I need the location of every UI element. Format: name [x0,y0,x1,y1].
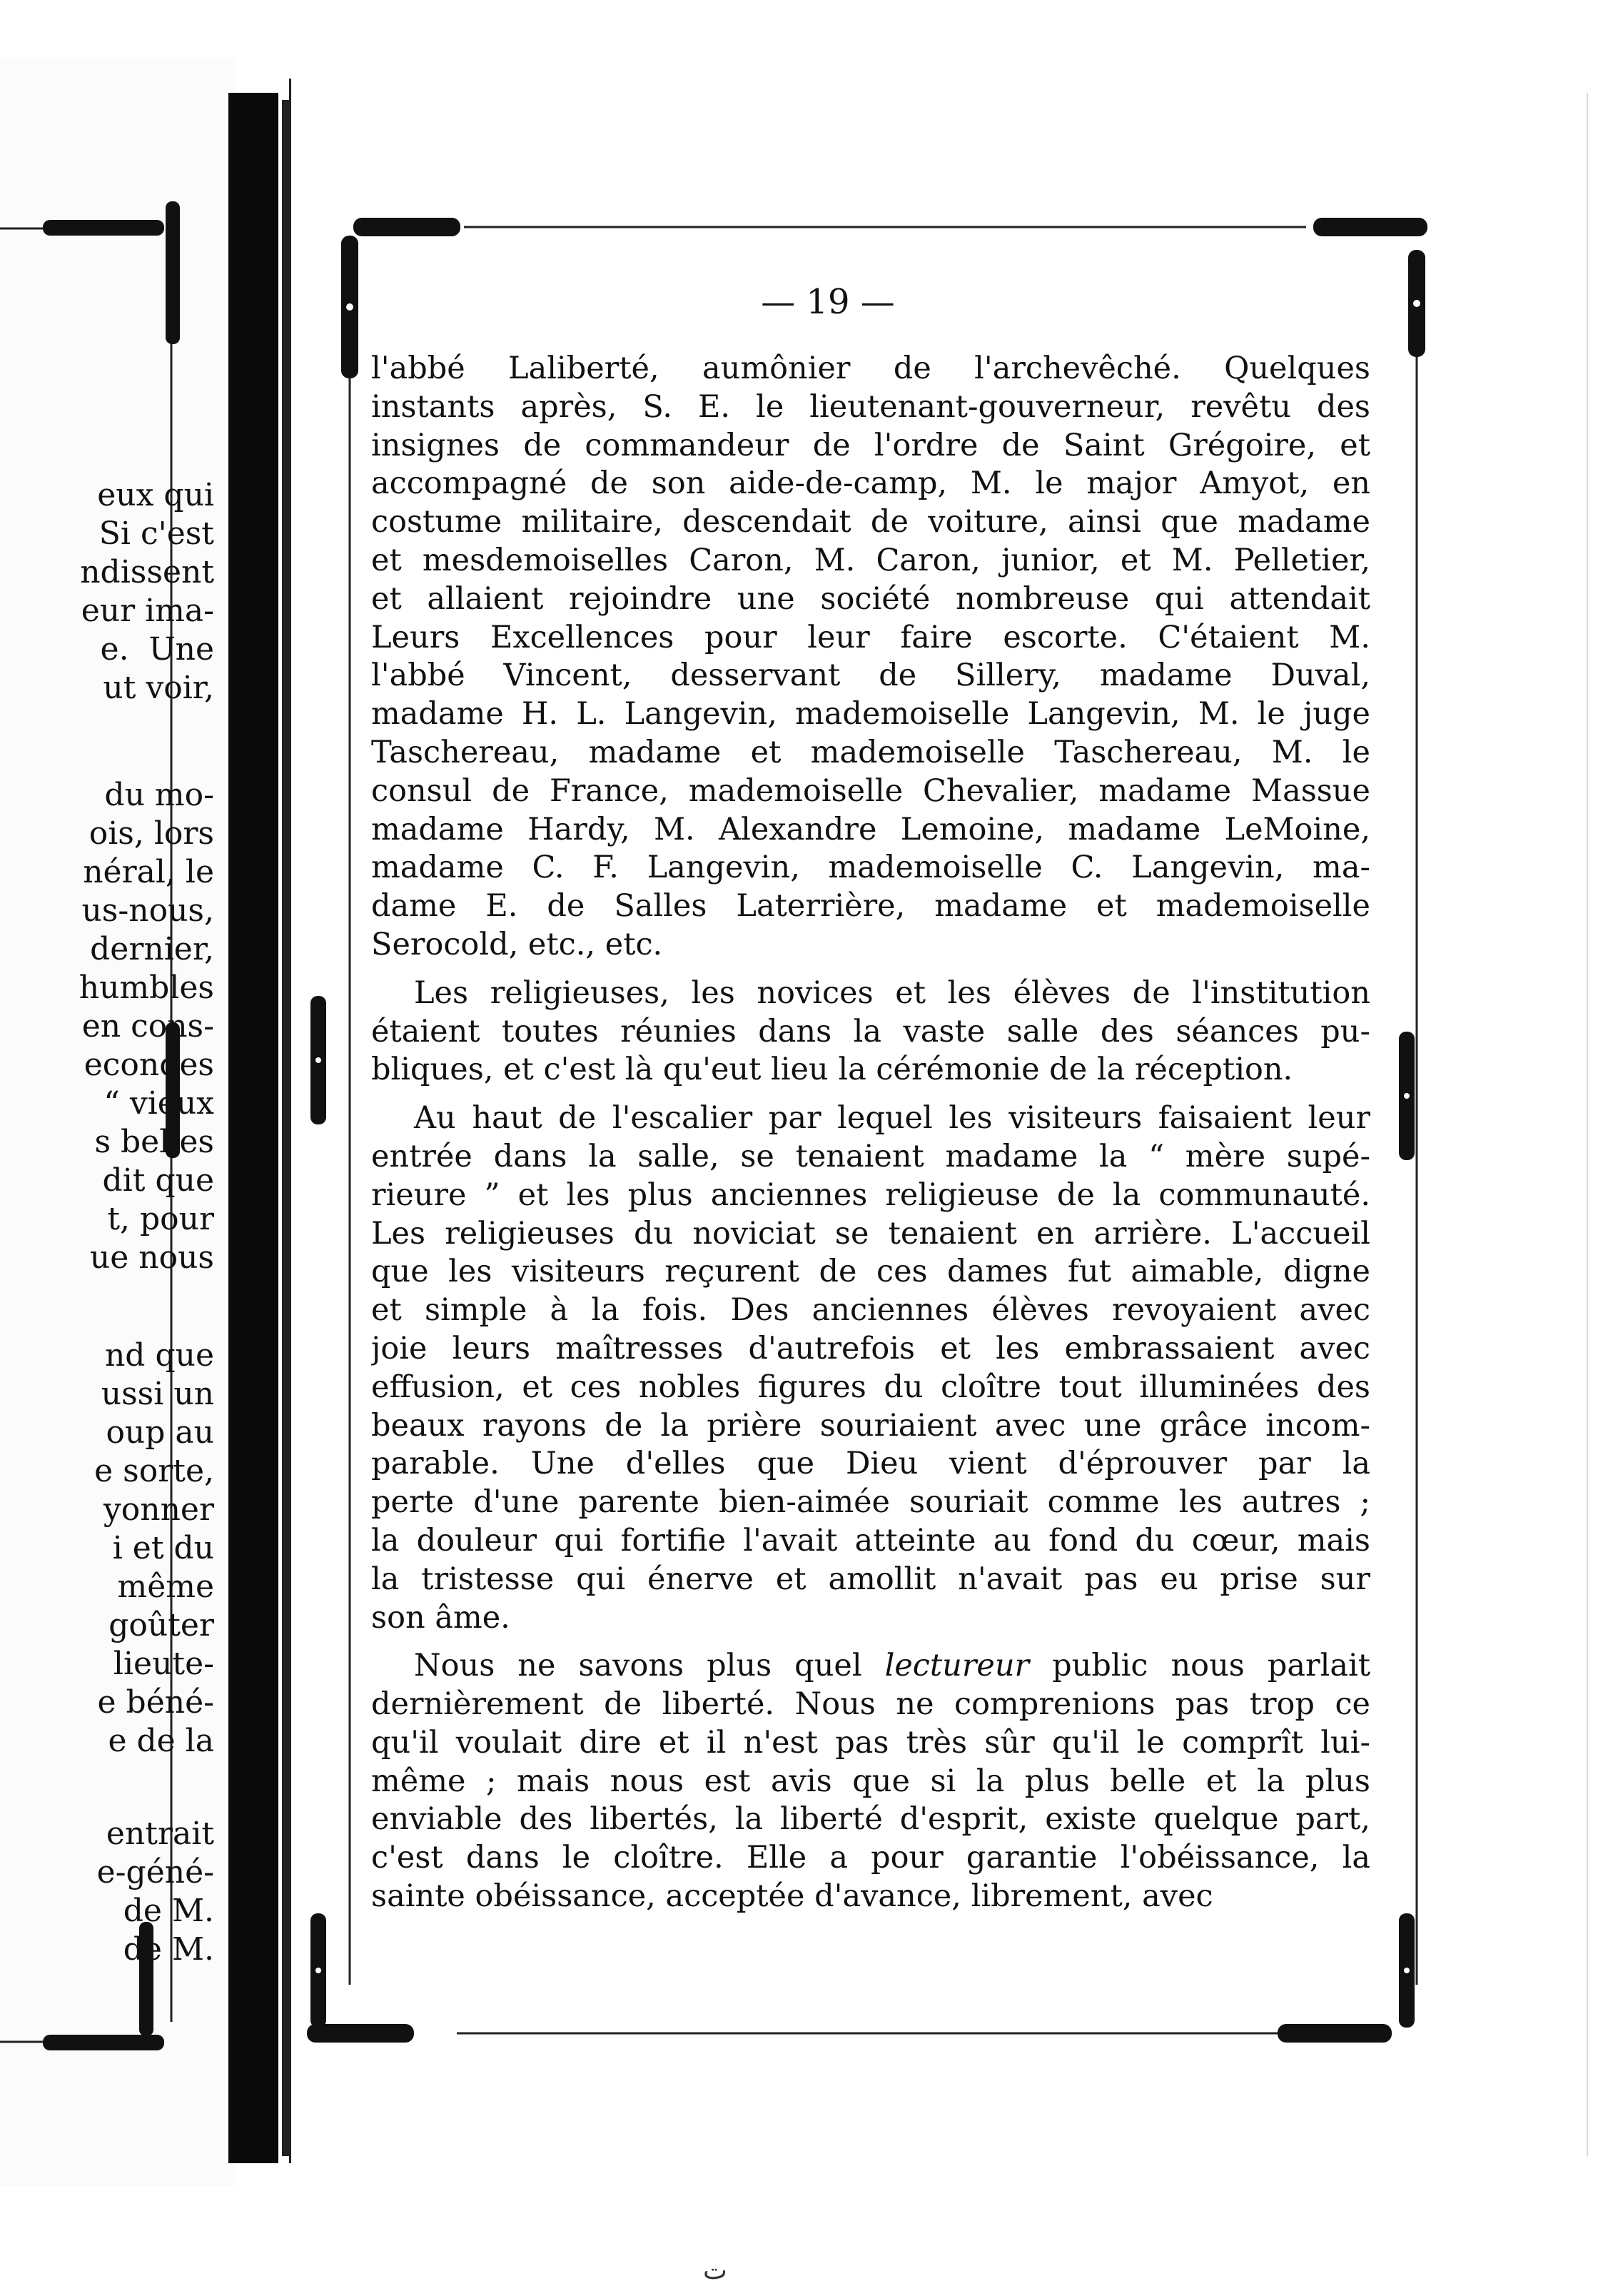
text-line: accompagné de son aide-de-camp, M. le major Amyot, en [371,465,1370,502]
text-line: Les religieuses du noviciat se tenaient en arrière. L'accueil [371,1215,1370,1252]
left-page-line: de M. [123,1893,214,1929]
left-page-line: e de la [108,1723,214,1759]
left-page-line: entrait [106,1816,214,1852]
text-line: dame E. de Salles Laterrière, madame et mademoiselle [371,888,1370,925]
left-page-line: econdes [84,1047,214,1083]
left-page-line: e. Une [100,631,214,668]
left-page-line: i et du [112,1530,214,1566]
text-line: l'abbé Vincent, desservant de Sillery, madame Duval, [371,658,1370,694]
left-page-line: Si c'est [98,515,214,552]
left-page-line: en cons- [81,1008,214,1044]
left-page-line: humbles [79,970,214,1006]
left-page-line: dit que [102,1162,214,1199]
paragraph [371,1647,1370,1916]
left-page-line: même [117,1569,214,1605]
left-page-line: yonner [103,1491,214,1528]
left-page-line: du mo- [104,777,214,813]
left-page-line: “ vieux [103,1085,214,1122]
text-line: madame H. L. Langevin, mademoiselle Langevin, M. le juge [371,696,1370,732]
text-line: joie leurs maîtresses d'autrefois et les embrassaient avec [371,1330,1370,1366]
paragraph-gap [371,965,1370,975]
left-page-line: t, pour [107,1201,214,1237]
text-line: c'est dans le cloître. Elle a pour garantie l'obéissance, la [371,1840,1370,1876]
text-line: la douleur qui fortifie l'avait atteinte au fond du cœur, mais [371,1522,1370,1559]
text-line: qu'il voulait dire et il n'est pas très sûr qu'il le comprît lui- [371,1724,1370,1761]
left-page-line: ois, lors [89,815,214,852]
text-line: sainte obéissance, acceptée d'avance, librement, avec [371,1878,1213,1915]
text-line: parable. Une d'elles que Dieu vient d'éprouver par la [371,1446,1370,1482]
left-page-line: goûter [108,1607,214,1643]
left-page-line: néral, le [83,854,214,890]
left-page-line: de M. [123,1931,214,1968]
text-line: beaux rayons de la prière souriaient avec une grâce incom- [371,1407,1370,1444]
text-line: Les religieuses, les novices et les élèves de l'institution [414,975,1370,1011]
bottom-mark: ت [703,2256,727,2285]
paragraph [371,1099,1370,1637]
left-page-line: ussi un [101,1376,214,1412]
text-line: et allaient rejoindre une société nombreuse qui attendait [371,580,1370,617]
left-page-line: e sorte, [94,1453,214,1489]
text-line: son âme. [371,1599,510,1636]
paragraph-gap [371,1089,1370,1099]
left-page-line: ut voir, [103,670,214,706]
text-line: Leurs Excellences pour leur faire escorte. C'étaient M. [371,619,1370,655]
text-line: l'abbé Laliberté, aumônier de l'archevêché. Quelques [371,351,1370,386]
text-line: rieure ” et les plus anciennes religieuse de la communauté. [371,1177,1370,1213]
left-page-line: eux qui [97,477,214,513]
text-line: la tristesse qui énerve et amollit n'avait pas eu prise sur [371,1561,1370,1597]
page-number: — 19 — [761,282,895,322]
paragraph [371,350,1370,965]
text-line: effusion, et ces nobles figures du cloître tout illuminées des [371,1369,1370,1405]
paragraph-gap [371,1637,1370,1647]
text-line: et mesdemoiselles Caron, M. Caron, junior, et M. Pelletier, [371,542,1370,578]
text-line: madame Hardy, M. Alexandre Lemoine, madame LeMoine, [371,811,1370,847]
paragraph [371,975,1370,1089]
left-page-line: nd que [104,1337,214,1374]
text-line: même ; mais nous est avis que si la plus belle et la plus [371,1763,1370,1799]
text-line: consul de France, mademoiselle Chevalier, madame Massue [371,772,1370,809]
text-line: étaient toutes réunies dans la vaste salle des séances pu- [371,1013,1370,1049]
body-text [371,350,1370,1916]
text-line: bliques, et c'est là qu'eut lieu la cérémonie de la réception. [371,1052,1293,1088]
left-page-line: eur ima- [81,593,214,629]
text-line: costume militaire, descendait de voiture, ainsi que madame [371,504,1370,540]
text-line: madame C. F. Langevin, mademoiselle C. Langevin, ma- [371,850,1370,886]
left-page-line: e-géné- [96,1854,214,1890]
text-line: insignes de commandeur de l'ordre de Saint Grégoire, et [371,427,1370,463]
left-page-line: lieute- [113,1646,214,1682]
text-line: Au haut de l'escalier par lequel les visiteurs faisaient leur [414,1100,1370,1137]
text-line: Nous ne savons plus quel lectureur public nous parlait [414,1648,1370,1684]
text-line: Taschereau, madame et mademoiselle Taschereau, M. le [371,734,1370,770]
text-line: instants après, S. E. le lieutenant-gouverneur, revêtu des [371,388,1370,425]
text-line: perte d'une parente bien-aimée souriait comme les autres ; [371,1484,1370,1521]
text-line: que les visiteurs reçurent de ces dames fut aimable, digne [371,1254,1370,1290]
left-page-line: s belles [94,1124,214,1160]
left-page-line: dernier, [90,931,214,967]
text-line: et simple à la fois. Des anciennes élèves revoyaient avec [371,1292,1370,1329]
text-line: entrée dans la salle, se tenaient madame la “ mère supé- [371,1138,1370,1174]
text-line: dernièrement de liberté. Nous ne comprenions pas trop ce [371,1686,1370,1723]
text-line: Serocold, etc., etc. [371,926,663,962]
left-page-line: e béné- [97,1684,214,1721]
text-line: enviable des libertés, la liberté d'esprit, existe quelque part, [371,1801,1370,1838]
left-page-line: ue nous [89,1239,214,1276]
left-page-line: ndissent [80,554,214,590]
left-page-line: us-nous, [81,892,214,929]
left-page-line: oup au [106,1414,214,1451]
